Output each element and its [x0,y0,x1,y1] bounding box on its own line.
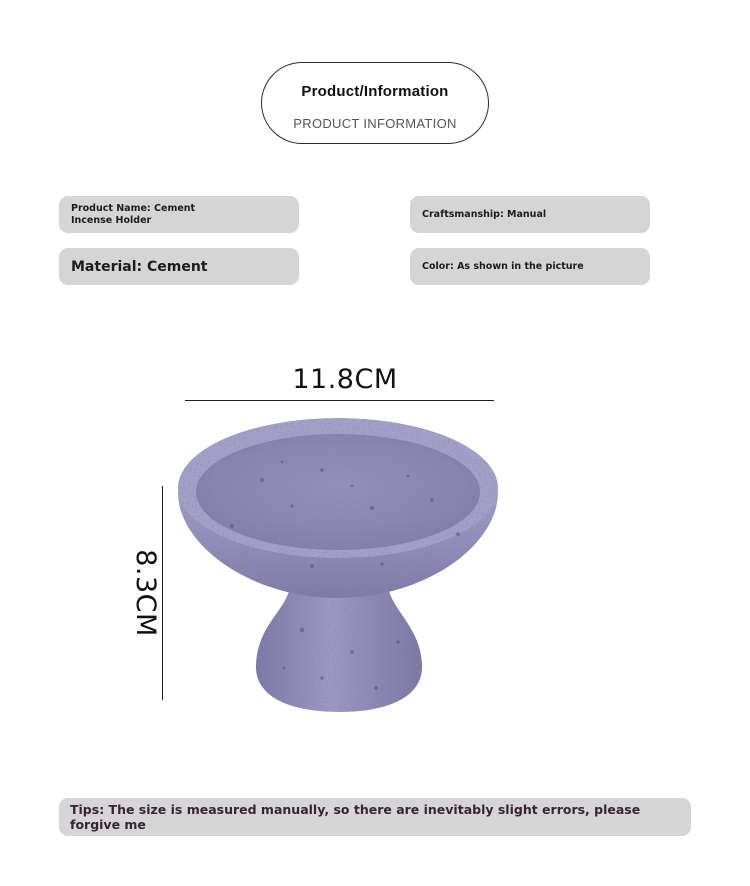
width-dimension-line [185,400,494,401]
spec-craftsmanship-text: Craftsmanship: Manual [422,208,547,220]
spec-color-text: Color: As shown in the picture [422,260,584,272]
spec-material-text: Material: Cement [71,258,208,275]
width-dimension-label: 11.8CM [292,364,398,395]
spec-color [410,248,650,285]
page-title: Product/Information [301,83,449,100]
spec-material [59,248,299,285]
spec-craftsmanship [410,196,650,233]
height-dimension-label: 8.3CM [130,549,161,637]
height-dimension-line [162,486,163,700]
cement-incense-holder-icon [172,416,504,720]
tips-text: Tips: The size is measured manually, so there are inevitably slight errors, please forgive me [70,802,641,832]
page-subtitle: PRODUCT INFORMATION [293,116,457,131]
tips-note [59,798,691,836]
title-badge [261,62,489,144]
spec-product-name [59,196,299,233]
spec-product-name-text: Product Name: Cement Incense Holder [71,202,196,226]
